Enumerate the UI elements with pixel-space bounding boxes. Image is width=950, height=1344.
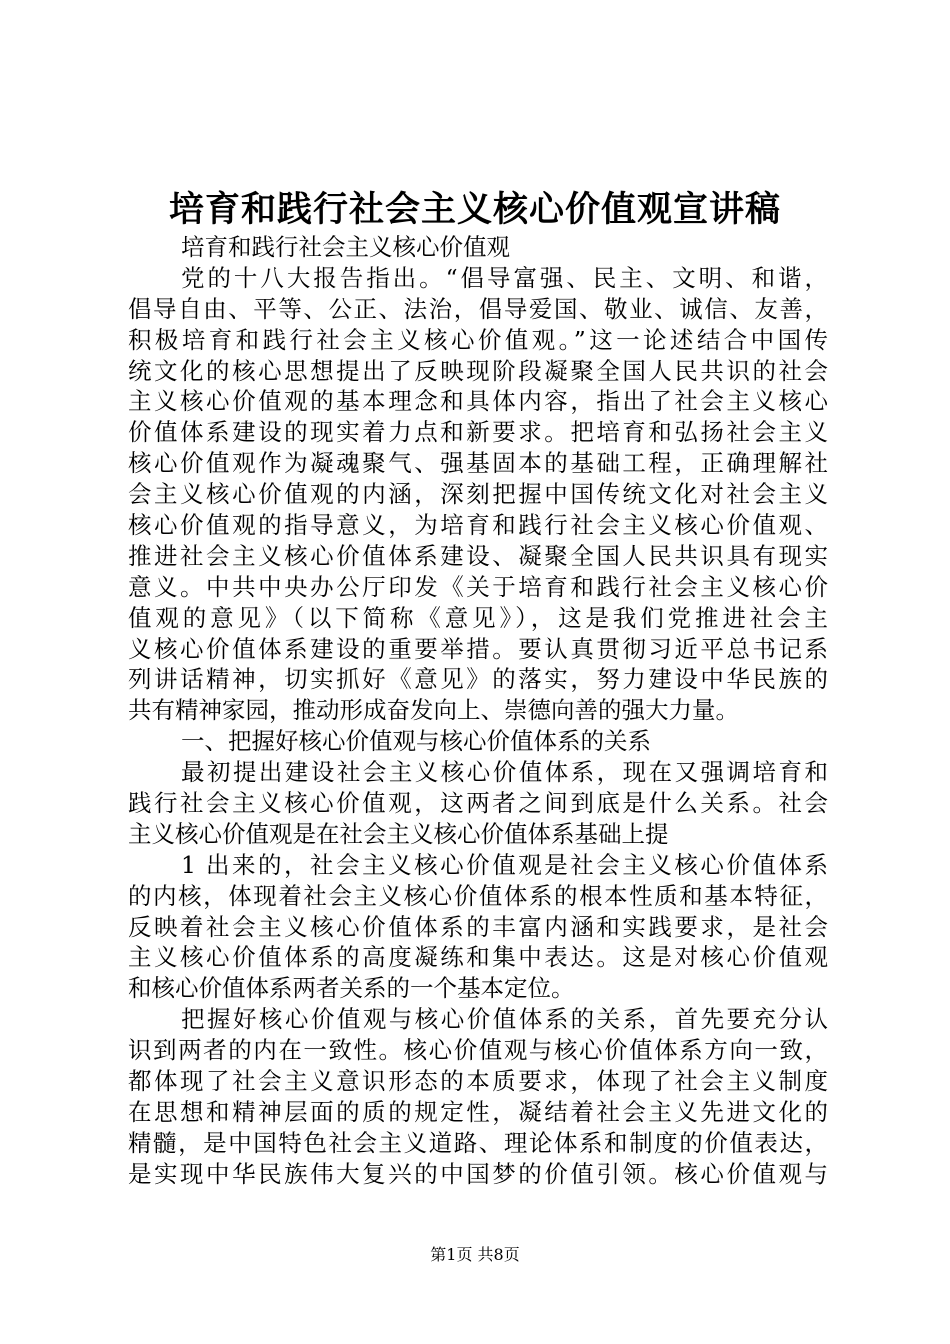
body-text-line: 统文化的核心思想提出了反映现阶段凝聚全国人民共识的社会 [128, 356, 828, 385]
body-text-line: 值观的意见》（以下简称《意见》），这是我们党推进社会主 [128, 603, 828, 632]
body-text-line: 倡导自由、平等、公正、法治，倡导爱国、敬业、诚信、友善， [128, 294, 828, 323]
page-footer: 第1页 共8页 [430, 1245, 520, 1264]
body-text-line: 1 出来的，社会主义核心价值观是社会主义核心价值体系 [181, 850, 828, 879]
body-text-line: 主义核心价值体系的高度凝练和集中表达。这是对核心价值观 [128, 943, 828, 972]
body-text-line: 积极培育和践行社会主义核心价值观。”这一论述结合中国传 [128, 325, 828, 354]
document-body [128, 232, 828, 1190]
body-text-line: 培育和践行社会主义核心价值观 [181, 233, 510, 261]
body-text-line: 都体现了社会主义意识形态的本质要求，体现了社会主义制度 [128, 1067, 828, 1096]
body-text-line: 反映着社会主义核心价值体系的丰富内涵和实践要求，是社会 [128, 912, 828, 941]
document-title: 培育和践行社会主义核心价值观宣讲稿 [168, 189, 781, 230]
body-text-line: 和核心价值体系两者关系的一个基本定位。 [128, 974, 575, 1003]
body-text-line: 共有精神家园，推动形成奋发向上、崇德向善的强大力量。 [128, 696, 739, 725]
body-text-line: 是实现中华民族伟大复兴的中国梦的价值引领。核心价值观与 [128, 1159, 828, 1188]
body-text-line: 在思想和精神层面的质的规定性，凝结着社会主义先进文化的 [128, 1097, 828, 1126]
body-text-line: 核心价值观作为凝魂聚气、强基固本的基础工程，正确理解社 [128, 449, 828, 478]
body-text-line: 会主义核心价值观的内涵，深刻把握中国传统文化对社会主义 [128, 480, 828, 509]
body-text-line: 把握好核心价值观与核心价值体系的关系，首先要充分认 [181, 1005, 828, 1034]
body-text-line: 践行社会主义核心价值观，这两者之间到底是什么关系。社会 [128, 789, 828, 818]
body-text-line: 党的十八大报告指出。“倡导富强、民主、文明、和谐， [181, 263, 828, 292]
body-text-line: 主义核心价值观是在社会主义核心价值体系基础上提 [128, 819, 669, 848]
body-text-line: 意义。中共中央办公厅印发《关于培育和践行社会主义核心价 [128, 572, 828, 601]
body-text-line: 列讲话精神，切实抓好《意见》的落实，努力建设中华民族的 [128, 665, 828, 694]
body-text-line: 识到两者的内在一致性。核心价值观与核心价值体系方向一致， [128, 1036, 828, 1065]
body-text-line: 价值体系建设的现实着力点和新要求。把培育和弘扬社会主义 [128, 418, 828, 447]
body-text-line: 的内核，体现着社会主义核心价值体系的根本性质和基本特征， [128, 881, 828, 910]
body-text-line: 推进社会主义核心价值体系建设、凝聚全国人民共识具有现实 [128, 541, 828, 570]
body-text-line: 义核心价值体系建设的重要举措。要认真贯彻习近平总书记系 [128, 634, 828, 663]
body-text-line: 核心价值观的指导意义，为培育和践行社会主义核心价值观、 [128, 511, 828, 540]
body-text-line: 一、把握好核心价值观与核心价值体系的关系 [181, 727, 651, 756]
body-text-line: 最初提出建设社会主义核心价值体系，现在又强调培育和 [181, 758, 828, 787]
body-text-line: 精髓，是中国特色社会主义道路、理论体系和制度的价值表达， [128, 1128, 828, 1157]
body-text-line: 主义核心价值观的基本理念和具体内容，指出了社会主义核心 [128, 387, 828, 416]
